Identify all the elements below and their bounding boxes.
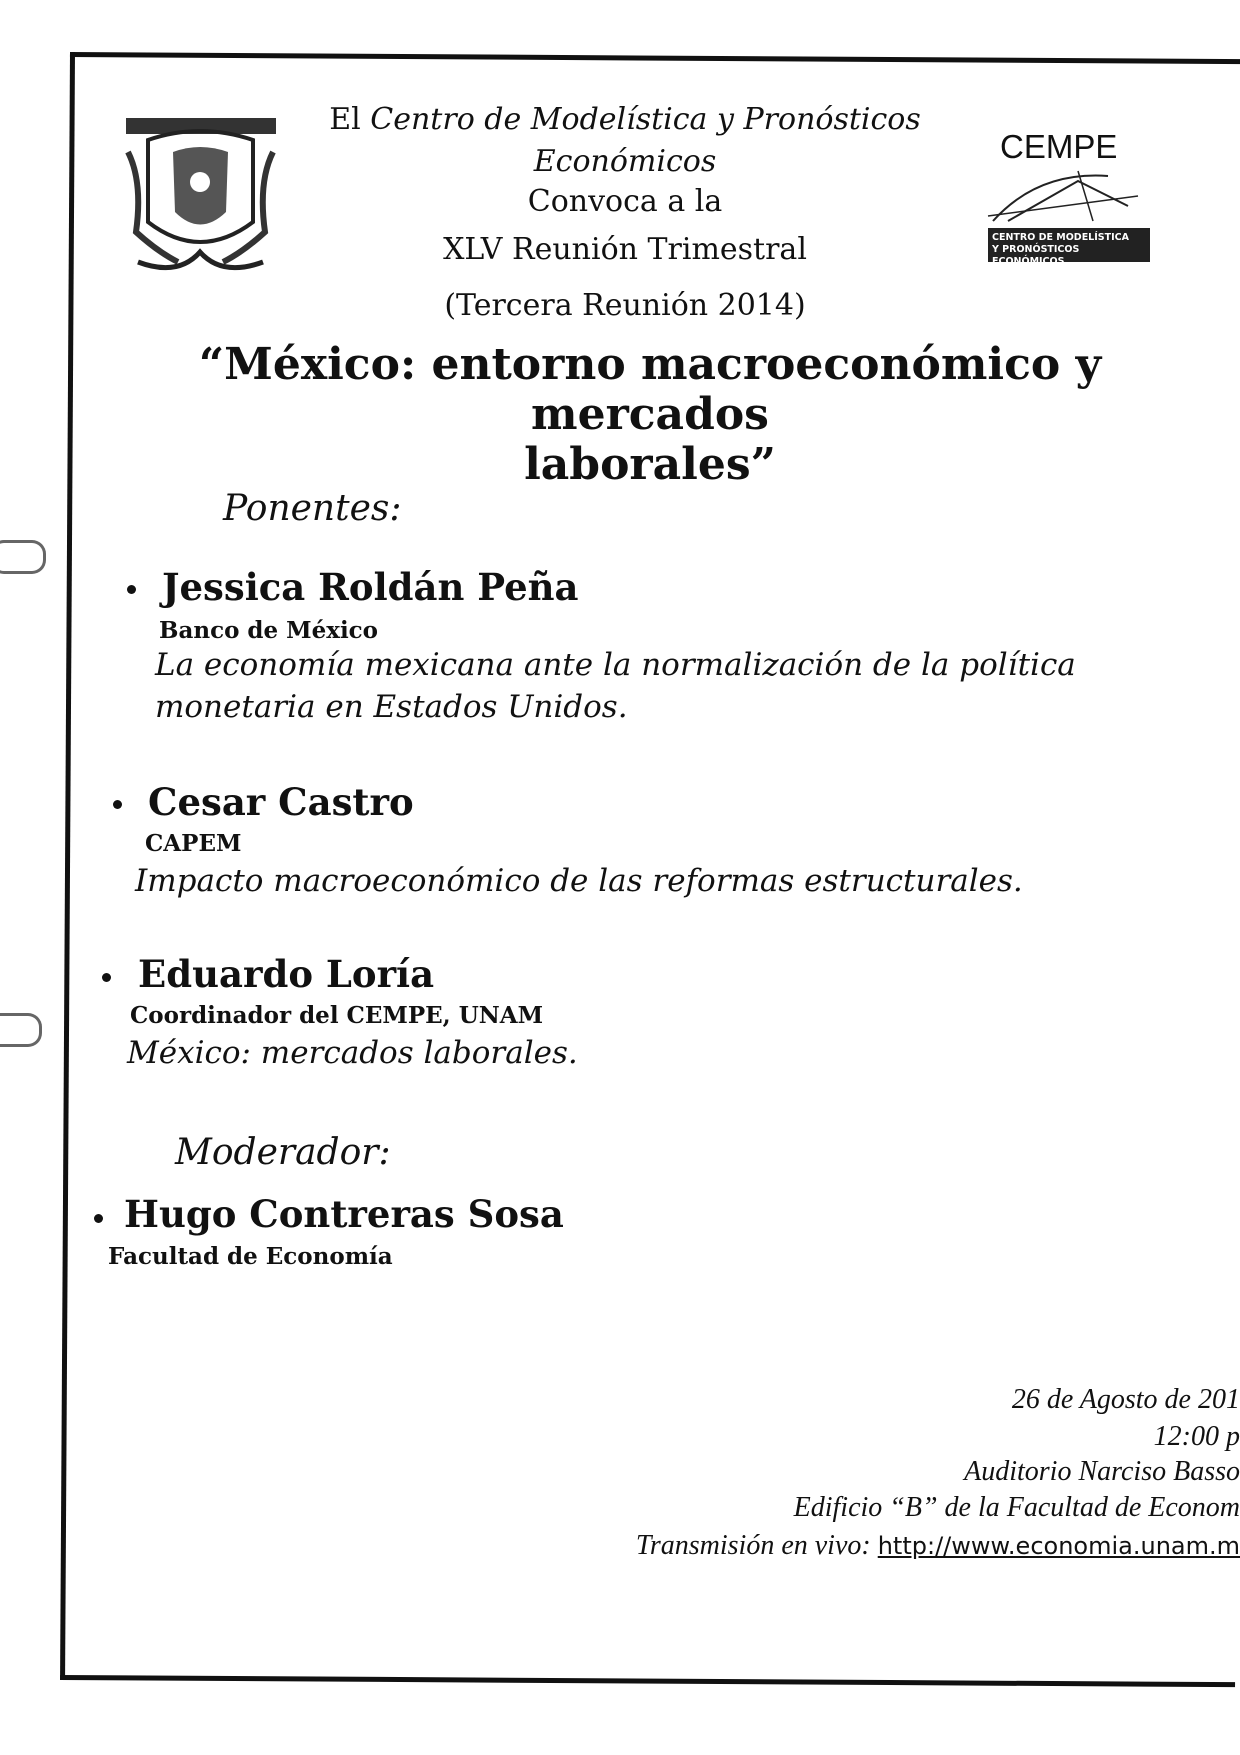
cempe-tagline-2: Y PRONÓSTICOS ECONÓMICOS — [992, 244, 1080, 267]
event-title-line-2: laborales” — [524, 439, 776, 490]
speakers-heading: Ponentes: — [223, 488, 402, 529]
binder-ring-icon — [0, 1013, 42, 1047]
bullet-icon — [94, 1214, 103, 1223]
speaker-org: CAPEM — [145, 830, 242, 857]
moderator-heading: Moderador: — [175, 1132, 391, 1173]
stream-label: Transmisión en vivo: — [635, 1530, 871, 1561]
event-time: 12:00 p — [1153, 1421, 1240, 1452]
unam-crest-icon — [118, 112, 283, 282]
header-line-2: Económicos — [533, 144, 717, 179]
speaker-talk-line-2: monetaria en Estados Unidos. — [155, 689, 628, 725]
speaker-talk-title: Impacto macroeconómico de las reformas estructurales. — [135, 863, 1023, 899]
speaker-org: Coordinador del CEMPE, UNAM — [130, 1002, 544, 1029]
cempe-logo-icon — [978, 128, 1153, 267]
speaker-name: Jessica Roldán Peña — [162, 565, 579, 609]
header-line-1 — [300, 102, 950, 138]
header-line-3: Convoca a la — [527, 184, 723, 219]
event-date: 26 de Agosto de 201 — [1011, 1384, 1240, 1415]
event-title — [80, 340, 1220, 490]
moderator-name: Hugo Contreras Sosa — [124, 1192, 564, 1236]
stream-link[interactable]: http://www.economia.unam.m — [877, 1532, 1240, 1560]
cempe-logo-name: CEMPE — [1000, 128, 1118, 165]
speaker-org: Banco de México — [159, 617, 379, 644]
bullet-icon — [113, 800, 122, 809]
cempe-tagline-1: CENTRO DE MODELÍSTICA — [992, 232, 1129, 243]
binder-ring-icon — [0, 540, 46, 574]
header-line-4: XLV Reunión Trimestral — [443, 232, 807, 267]
speaker-talk-line-1: La economía mexicana ante la normalización de la política — [155, 647, 1076, 683]
bullet-icon — [127, 585, 136, 594]
header-center-name-end: Pronósticos — [743, 102, 921, 137]
event-venue: Auditorio Narciso Basso — [964, 1456, 1240, 1487]
cempe-logo-tagline — [988, 228, 1150, 267]
speaker-talk-title — [155, 644, 1076, 728]
speaker-name: Cesar Castro — [148, 780, 414, 824]
speaker-talk-title: México: mercados laborales. — [127, 1035, 578, 1071]
header-line-5: (Tercera Reunión 2014) — [444, 288, 806, 323]
event-title-line-1: “México: entorno macroeconómico y mercados — [198, 339, 1102, 440]
speaker-name: Eduardo Loría — [138, 952, 435, 996]
bullet-icon — [102, 973, 111, 982]
header-prefix: El — [329, 102, 361, 137]
moderator-org: Facultad de Economía — [108, 1243, 393, 1270]
header-center-name: Centro de Modelística y — [370, 102, 734, 137]
event-building: Edificio “B” de la Facultad de Econom — [793, 1492, 1240, 1523]
event-stream — [636, 1530, 1240, 1562]
